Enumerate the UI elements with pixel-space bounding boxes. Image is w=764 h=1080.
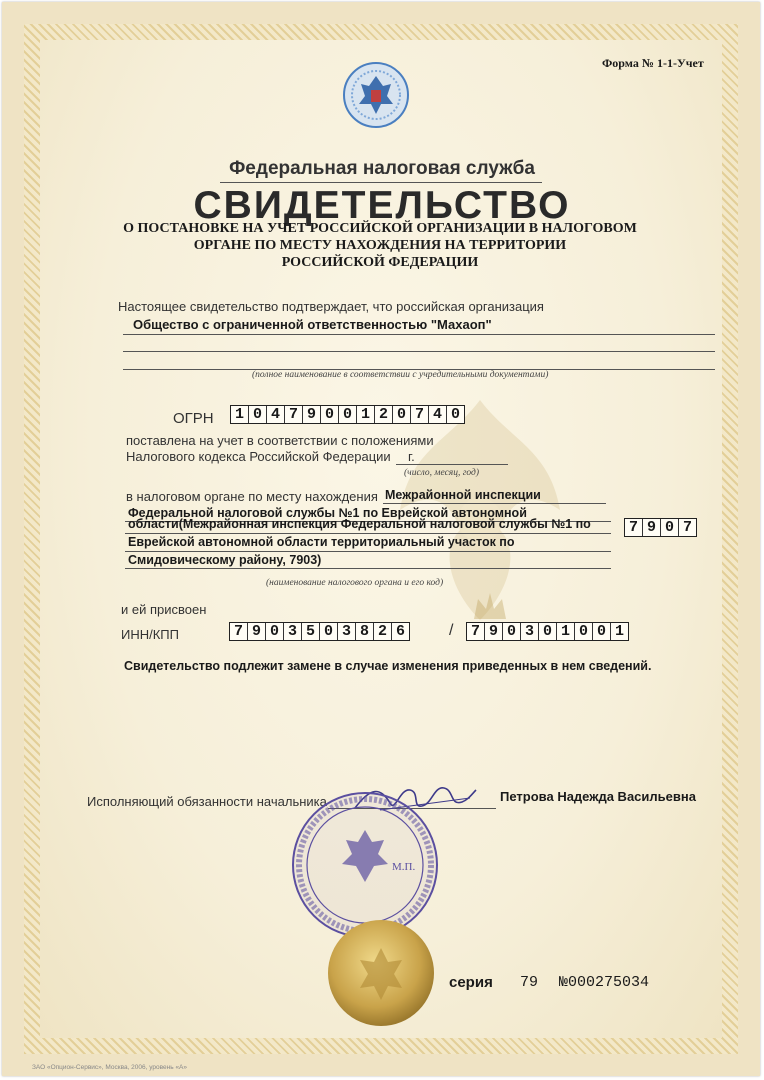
ogrn-digit: 0 (450, 406, 460, 423)
date-line (396, 464, 508, 465)
ogrn-digit: 4 (267, 406, 285, 423)
inn-digit: 9 (248, 623, 266, 640)
inn-digit: 7 (230, 623, 248, 640)
kpp-digit: 0 (575, 623, 593, 640)
ogrn-label: ОГРН (173, 410, 214, 427)
series-value: 79 (520, 974, 539, 991)
inn-digit: 8 (356, 623, 374, 640)
authority-underline-3 (125, 533, 611, 534)
ogrn-digit: 4 (429, 406, 447, 423)
subtitle-line-3: РОССИЙСКОЙ ФЕДЕРАЦИИ (281, 255, 479, 270)
ogrn-digit: 9 (303, 406, 321, 423)
ogrn-digit: 7 (411, 406, 429, 423)
replacement-notice: Свидетельство подлежит замене в случае изменения приведенных в нем сведений. (124, 659, 652, 673)
authority-underline-1 (383, 503, 606, 504)
subtitle-line-1: О ПОСТАНОВКЕ НА УЧЕТ РОССИЙСКОЙ ОРГАНИЗАЦИИ В НАЛОГОВОМ (123, 221, 637, 236)
hologram-emblem-icon (341, 60, 411, 130)
ogrn-digit: 7 (285, 406, 303, 423)
subtitle-line-2: ОРГАНЕ ПО МЕСТУ НАХОЖДЕНИЯ НА ТЕРРИТОРИИ (193, 238, 567, 253)
ogrn-digit: 0 (321, 406, 339, 423)
inn-digit: 2 (374, 623, 392, 640)
printer-footer: ЗАО «Опцион-Сервис», Москва, 2006, уровень «А» (32, 1064, 188, 1071)
authority-line-2: Федеральной налоговой службы №1 по Еврейской автономной (128, 506, 527, 520)
seal-mp-label: М.П. (392, 861, 416, 873)
inn-digit: 0 (320, 623, 338, 640)
registered-line-1: поставлена на учет в соответствии с положениями (126, 433, 434, 448)
gold-foil-seal-icon (326, 918, 436, 1028)
inn-kpp-slash: / (449, 622, 454, 639)
kpp-boxes (466, 622, 629, 641)
kpp-digit: 0 (593, 623, 611, 640)
kpp-digit: 7 (467, 623, 485, 640)
certificate-subtitle (100, 220, 660, 271)
registered-line-2: Налогового кодекса Российской Федерации (126, 449, 391, 464)
authority-code-digit: 7 (625, 519, 643, 536)
document-number: №000275034 (559, 974, 650, 991)
inn-kpp-label: ИНН/КПП (121, 627, 179, 642)
series-label: серия (449, 974, 493, 991)
ogrn-digit: 0 (249, 406, 267, 423)
inn-digit: 5 (302, 623, 320, 640)
kpp-digit: 1 (614, 623, 624, 640)
ogrn-boxes (230, 405, 465, 424)
ogrn-digit: 2 (375, 406, 393, 423)
confirm-text: Настоящее свидетельство подтверждает, что российская организация (118, 299, 544, 314)
org-line-2 (123, 351, 715, 352)
form-number: Форма № 1-1-Учет (602, 56, 704, 70)
authority-label: в налоговом органе по месту нахождения (126, 489, 378, 504)
position-label: Исполняющий обязанности начальника (87, 794, 327, 809)
authority-code-digit: 7 (682, 519, 692, 536)
year-suffix: г. (408, 449, 415, 464)
inn-digit: 3 (284, 623, 302, 640)
org-name-note: (полное наименование в соответствии с учредительными документами) (252, 370, 549, 380)
authority-line-5: Смидовическому району, 7903) (128, 553, 322, 567)
kpp-digit: 0 (539, 623, 557, 640)
service-name: Федеральная налоговая служба (229, 158, 535, 179)
inn-digit: 3 (338, 623, 356, 640)
authority-line-1: Межрайонной инспекции (385, 488, 541, 502)
ogrn-digit: 1 (231, 406, 249, 423)
authority-code-boxes (624, 518, 697, 537)
certificate-title: СВИДЕТЕЛЬСТВО (193, 184, 571, 227)
organization-name: Общество с ограниченной ответственностью "Махаоп" (133, 317, 492, 332)
authority-note: (наименование налогового органа и его код) (266, 578, 444, 588)
ogrn-digit: 0 (339, 406, 357, 423)
authority-underline-4 (125, 551, 611, 552)
date-note: (число, месяц, год) (404, 468, 480, 478)
authority-code-digit: 0 (661, 519, 679, 536)
ogrn-digit: 0 (393, 406, 411, 423)
authority-line-3: области(Межрайонная инспекция Федеральной налоговой службы №1 по (128, 517, 591, 531)
inn-digit: 0 (266, 623, 284, 640)
ogrn-digit: 1 (357, 406, 375, 423)
authority-line-4: Еврейской автономной области территориальный участок по (128, 535, 515, 549)
service-underline (220, 182, 542, 183)
assigned-label: и ей присвоен (121, 602, 207, 617)
kpp-digit: 1 (557, 623, 575, 640)
kpp-digit: 9 (485, 623, 503, 640)
authority-code-digit: 9 (643, 519, 661, 536)
org-line-1 (123, 334, 715, 335)
inn-digit: 6 (395, 623, 405, 640)
inn-boxes (229, 622, 410, 641)
kpp-digit: 3 (521, 623, 539, 640)
signer-name: Петрова Надежда Васильевна (500, 789, 696, 804)
authority-underline-5 (125, 568, 611, 569)
kpp-digit: 0 (503, 623, 521, 640)
